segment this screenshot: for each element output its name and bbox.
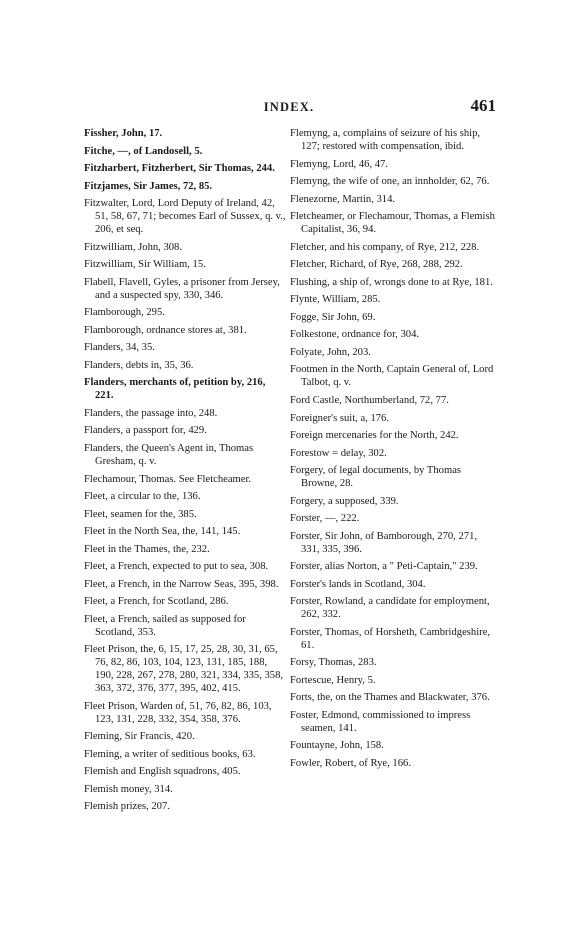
index-entry: Footmen in the North, Captain General of, Lord Talbot, q. v. [290,364,494,389]
index-entry: Fitzjames, Sir James, 72, 85. [84,180,213,192]
index-entry: Forster, Sir John, of Bamborough, 270, 271, 331, 335, 396. [290,530,478,555]
index-entry: Flanders, 34, 35. [84,342,155,354]
index-entry: Flanders, merchants of, petition by, 216, 221. [84,377,266,402]
index-entry: Forster, Rowland, a candidate for employment, 262, 332. [290,596,490,621]
index-entry: Fountayne, John, 158. [290,740,384,752]
index-entry: Forsy, Thomas, 283. [290,657,377,669]
index-entry: Fleet, a French, sailed as supposed for Scotland, 353. [84,613,246,638]
index-entry: Fleet in the Thames, the, 232. [84,543,210,555]
index-entry: Fleming, Sir Francis, 420. [84,731,195,743]
index-entry: Flamborough, ordnance stores at, 381. [84,324,247,336]
index-entry: Fowler, Robert, of Rye, 166. [290,758,411,770]
index-entry: Forster, alias Norton, a " Peti-Captain," 239. [290,561,478,573]
index-column-right [290,128,496,776]
index-entry: Flanders, a passport for, 429. [84,425,207,437]
index-entry: Flenezorne, Martin, 314. [290,193,396,205]
index-entry: Forts, the, on the Thames and Blackwater, 376. [290,692,490,704]
index-entry: Fletcher, Richard, of Rye, 268, 288, 292. [290,259,463,271]
index-column-left [84,128,286,819]
index-entry: Forster, Thomas, of Horsheth, Cambridgeshire, 61. [290,626,491,651]
index-entry: Forgery, a supposed, 339. [290,495,399,507]
index-entry: Folyate, John, 203. [290,346,371,358]
index-entry: Foster, Edmond, commissioned to impress seamen, 141. [290,709,471,734]
index-entry: Fletcheamer, or Flechamour, Thomas, a Flemish Capitalist, 36, 94. [290,211,495,236]
index-entry: Flechamour, Thomas. See Fletcheamer. [84,473,252,485]
index-entry: Ford Castle, Northumberland, 72, 77. [290,394,449,406]
index-entry: Flemyng, the wife of one, an innholder, 62, 76. [290,176,490,188]
index-entry: Fleet, a French, expected to put to sea, 308. [84,561,269,573]
index-entry: Flamborough, 295. [84,307,165,319]
index-entry: Fleet Prison, Warden of, 51, 76, 82, 86, 103, 123, 131, 228, 332, 354, 358, 376. [84,700,272,725]
index-entry: Fleming, a writer of seditious books, 63. [84,748,256,760]
index-entry: Forestow = delay, 302. [290,447,387,459]
index-entry: Fleet Prison, the, 6, 15, 17, 25, 28, 30, 31, 65, 76, 82, 86, 103, 104, 123, 131, 185, 188, 190, 228, 267, 278, 280, 321, 334, 335, 358, 363, 372, 376, 377, 395, 402, 415. [84,644,284,695]
index-entry: Fogge, Sir John, 69. [290,311,376,323]
index-entry: Fitzharbert, Fitzherbert, Sir Thomas, 244. [84,163,275,175]
index-entry: Fitzwilliam, Sir William, 15. [84,259,206,271]
index-entry: Fleet in the North Sea, the, 141, 145. [84,526,241,538]
running-title: INDEX. [263,100,315,114]
page-header [82,96,496,118]
index-entry: Flemish prizes, 207. [84,801,170,813]
index-entry: Flanders, the passage into, 248. [84,407,218,419]
index-entry: Folkestone, ordnance for, 304. [290,329,420,341]
index-entry: Fitche, —, of Landosell, 5. [84,145,203,157]
index-entry: Forster, —, 222. [290,513,360,525]
index-entry: Flemish and English squadrons, 405. [84,766,241,778]
index-entry: Fleet, seamen for the, 385. [84,508,197,520]
index-entry: Flemyng, Lord, 46, 47. [290,158,388,170]
index-entry: Fletcher, and his company, of Rye, 212, 228. [290,241,480,253]
index-entry: Flushing, a ship of, wrongs done to at Rye, 181. [290,276,493,288]
index-entry: Fleet, a French, for Scotland, 286. [84,596,229,608]
index-entry: Flemyng, a, complains of seizure of his ship, 127; restored with compensation, ibid. [290,128,481,152]
index-entry: Fitzwalter, Lord, Lord Deputy of Ireland, 42, 51, 58, 67, 71; becomes Earl of Sussex, q. v., 206, et seq. [84,198,286,236]
index-entry: Flanders, the Queen's Agent in, Thomas Gresham, q. v. [84,443,254,467]
index-entry: Forgery, of legal documents, by Thomas Browne, 28. [290,465,462,490]
index-entry: Fitzwilliam, John, 308. [84,241,182,253]
index-entry: Fortescue, Henry, 5. [290,674,376,686]
index-entry: Fleet, a French, in the Narrow Seas, 395, 398. [84,578,279,590]
index-entry: Flabell, Flavell, Gyles, a prisoner from Jersey, and a suspected spy, 330, 346. [84,276,280,301]
index-entry: Flemish money, 314. [84,783,173,795]
page-number: 461 [470,96,496,115]
index-entry: Forster's lands in Scotland, 304. [290,578,426,590]
index-entry: Fleet, a circular to the, 136. [84,491,201,503]
index-entry: Foreign mercenaries for the North, 242. [290,430,459,442]
index-entry: Flynte, William, 285. [290,294,381,306]
index-entry: Flanders, debts in, 35, 36. [84,359,194,371]
index-entry: Foreigner's suit, a, 176. [290,412,390,424]
index-entry: Fissher, John, 17. [84,128,163,139]
